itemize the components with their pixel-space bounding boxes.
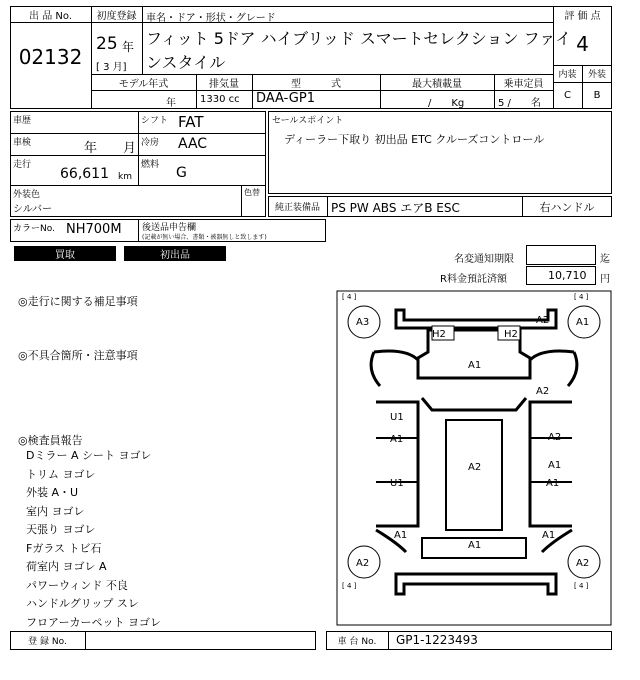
- type-label: 型 式: [291, 78, 341, 90]
- score-label: 評 価 点: [564, 10, 601, 22]
- lot-no: 02132: [18, 45, 83, 69]
- damage-mark: U1: [390, 478, 404, 489]
- vehicle-name-label: 車名・ドア・形状・グレード: [146, 13, 276, 24]
- damage-mark: A1: [548, 460, 562, 471]
- diagram-corner-label: [ 4 ]: [574, 293, 589, 301]
- displacement: 1330 cc: [200, 94, 240, 105]
- capacity-label: 乗車定員: [503, 78, 544, 90]
- name-change-deadline-label: 名変通知期限: [454, 254, 514, 265]
- vehicle-name-line2: ンスタイル: [146, 53, 226, 72]
- inspector-item: 外装 A・U: [26, 486, 79, 499]
- defects-title: ◎不具合箇所・注意事項: [18, 349, 138, 362]
- damage-mark: H2: [432, 329, 446, 340]
- inspector-item: 荷室内 ヨゴレ A: [26, 560, 107, 573]
- load-label: 最大積載量: [412, 78, 462, 90]
- inspector-item: フロアーカーペット ヨゴレ: [26, 615, 161, 629]
- post-delivery-note: (記載が無い場合、書類・被器無しと致します): [142, 234, 267, 241]
- registration-no-label: 登 録 No.: [28, 637, 67, 647]
- inspector-item: Fガラス トビ石: [26, 541, 102, 555]
- damage-mark: H2: [504, 329, 518, 340]
- interior-label: 内装: [558, 70, 577, 80]
- interior-grade: C: [564, 90, 571, 101]
- equipment-label: 純正装備品: [274, 203, 320, 213]
- model-year-unit: 年: [166, 98, 176, 109]
- model-type: DAA-GP1: [256, 91, 315, 106]
- displacement-label: 排気量: [209, 78, 239, 90]
- post-delivery-label: 後送品申告欄: [142, 223, 197, 233]
- shift: FAT: [178, 113, 204, 131]
- diagram-corner-label: [ 4 ]: [342, 582, 357, 590]
- fuel-label: 燃料: [141, 160, 160, 170]
- deadline-suffix: 迄: [600, 254, 610, 265]
- sales-point-text: ディーラー下取り 初出品 ETC クルーズコントロール: [284, 133, 545, 146]
- damage-mark: U1: [390, 412, 404, 423]
- reg-year: 25: [96, 34, 118, 54]
- reg-month: [ 3 月]: [96, 62, 127, 73]
- color-change-label: 色替: [244, 188, 260, 197]
- damage-mark: A1: [468, 360, 482, 371]
- damage-mark: A1: [468, 540, 482, 551]
- recycle-fee: 10,710: [548, 269, 587, 282]
- sales-point-label: セールスポイント: [272, 116, 344, 126]
- damage-mark: A1: [390, 434, 404, 445]
- damage-mark: A1: [576, 317, 590, 328]
- equipment: PS PW ABS エアB ESC: [331, 201, 460, 215]
- inspector-item: 天張り ヨゴレ: [26, 523, 96, 536]
- mileage-label: 走行: [13, 160, 32, 170]
- damage-mark: A1: [542, 530, 556, 541]
- lot-no-label: 出 品 No.: [29, 10, 72, 22]
- ac: AAC: [178, 136, 208, 152]
- damage-mark: A2: [576, 558, 590, 569]
- damage-mark: A2: [548, 432, 562, 443]
- mileage: 66,611: [60, 166, 109, 182]
- recycle-fee-label: R料金預託済額: [440, 274, 507, 285]
- color-no-label: カラーNo.: [13, 224, 55, 234]
- shaken-label: 車検: [13, 138, 32, 148]
- capacity: 5 / 名: [498, 98, 541, 109]
- name-change-deadline-box: [526, 245, 596, 265]
- chassis-no-label: 車 台 No.: [337, 637, 377, 647]
- inspector-item: ハンドルグリップ スレ: [26, 597, 139, 610]
- max-load: / Kg: [428, 98, 465, 109]
- buy-badge: 買取: [14, 246, 116, 261]
- diagram-corner-label: [ 4 ]: [574, 582, 589, 590]
- recycle-fee-unit: 円: [600, 274, 610, 285]
- shift-label: シフト: [141, 116, 169, 126]
- damage-mark: A1: [394, 530, 408, 541]
- damage-mark: A2: [468, 462, 482, 473]
- exterior-grade: B: [593, 90, 601, 101]
- color-no: NH700M: [66, 222, 122, 237]
- first-reg-label: 初度登録: [96, 10, 137, 22]
- inspector-item: パワーウィンド 不良: [26, 578, 128, 592]
- ac-label: 冷房: [141, 138, 160, 148]
- mileage-unit: km: [118, 172, 132, 182]
- driving-notes-title: ◎走行に関する補足事項: [18, 295, 138, 308]
- damage-mark: A2: [536, 315, 550, 326]
- first-listing-badge: 初出品: [124, 246, 226, 261]
- inspector-item: Dミラー A シート ヨゴレ: [26, 449, 152, 462]
- damage-diagram: [336, 290, 612, 626]
- color-label: 外装色: [13, 190, 41, 200]
- inspector-report-list: [26, 447, 161, 632]
- year-unit: 年: [122, 40, 135, 54]
- exterior-label: 外装: [587, 70, 606, 80]
- damage-mark: A3: [356, 317, 370, 328]
- model-year-label: モデル年式: [118, 78, 169, 90]
- damage-mark: A2: [536, 386, 550, 397]
- inspector-item: トリム ヨゴレ: [26, 467, 96, 481]
- inspector-report-title: ◎検査員報告: [18, 434, 83, 447]
- inspector-item: 室内 ヨゴレ: [26, 504, 85, 518]
- vehicle-name-line1: フィット 5ドア ハイブリッド スマートセレクション ファイ: [146, 29, 572, 48]
- score-value: 4: [576, 32, 589, 56]
- shaken-value: 年 月: [84, 141, 137, 156]
- color: シルバー: [13, 204, 53, 215]
- fuel: G: [176, 165, 187, 181]
- handle-side: 右ハンドル: [539, 200, 595, 214]
- damage-mark: A1: [546, 478, 560, 489]
- diagram-corner-label: [ 4 ]: [342, 293, 357, 301]
- history-label: 車歴: [13, 116, 32, 126]
- damage-mark: A2: [356, 558, 370, 569]
- chassis-no: GP1-1223493: [396, 633, 478, 647]
